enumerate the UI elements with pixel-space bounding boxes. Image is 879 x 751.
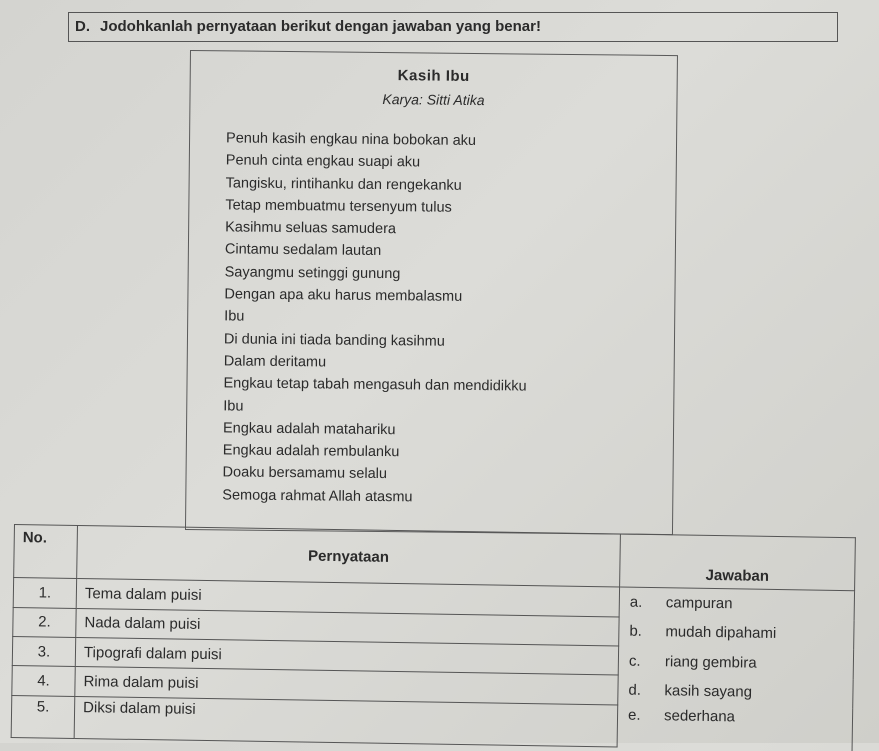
poem-line: Sayangmu setinggi gunung xyxy=(224,264,401,282)
poem-line: Ibu xyxy=(224,308,245,325)
answer-letter: c. xyxy=(628,652,641,670)
answer-letter: a. xyxy=(629,593,643,612)
answer-option xyxy=(618,646,853,679)
poem-line: Dengan apa aku harus membalasmu xyxy=(224,286,463,305)
row-number: 2. xyxy=(13,607,76,637)
poem-line: Dalam deritamu xyxy=(223,353,327,371)
instruction-text: Jodohkanlah pernyataan berikut dengan jawaban yang benar! xyxy=(100,18,541,35)
poem-line: Tetap membuatmu tersenyum tulus xyxy=(225,197,452,216)
poem-lines xyxy=(222,127,529,509)
header-answer: Jawaban xyxy=(620,534,856,591)
row-statement: Nada dalam puisi xyxy=(76,608,619,646)
poem-line: Di dunia ini tiada banding kasihmu xyxy=(223,331,445,350)
header-statement: Pernyataan xyxy=(77,525,621,587)
poem-line: Ibu xyxy=(223,397,244,415)
poem-line: Engkau adalah matahariku xyxy=(222,420,396,439)
row-statement: Diksi dalam puisi xyxy=(74,696,618,747)
answer-text: sederhana xyxy=(663,707,736,726)
poem-line: Engkau adalah rembulanku xyxy=(222,442,400,461)
row-number: 5. xyxy=(11,695,75,738)
poem-box xyxy=(185,50,678,535)
answer-text: riang gembira xyxy=(664,652,757,672)
poem-line: Doaku bersamamu selalu xyxy=(222,464,388,483)
section-number: D. xyxy=(75,18,90,35)
poem-title: Kasih Ibu xyxy=(397,67,470,85)
poem-author: Karya: Sitti Atika xyxy=(382,91,485,109)
poem-line: Cintamu sedalam lautan xyxy=(224,241,382,260)
poem-line: Semoga rahmat Allah atasmu xyxy=(222,487,413,506)
row-number: 3. xyxy=(12,636,75,666)
row-statement: Rima dalam puisi xyxy=(75,667,618,705)
row-number: 4. xyxy=(12,666,75,696)
answer-letter: e. xyxy=(627,706,641,724)
answer-option xyxy=(619,587,854,620)
answer-option xyxy=(617,705,853,751)
row-number: 1. xyxy=(13,578,76,608)
row-statement: Tipografi dalam puisi xyxy=(75,637,618,675)
answer-option xyxy=(619,617,854,650)
answer-option xyxy=(618,675,853,708)
header-no: No. xyxy=(14,525,78,579)
answer-text: campuran xyxy=(665,594,733,613)
poem-line: Penuh kasih engkau nina bobokan aku xyxy=(225,130,477,149)
poem-line: Penuh cinta engkau suapi aku xyxy=(225,152,421,171)
poem-line: Engkau tetap tabah mengasuh dan mendidikku xyxy=(223,375,527,395)
row-statement: Tema dalam puisi xyxy=(76,579,619,617)
instruction-box xyxy=(68,12,838,42)
answer-text: kasih sayang xyxy=(664,682,753,701)
matching-table xyxy=(11,524,856,751)
answer-letter: b. xyxy=(629,622,643,641)
answer-text: mudah dipahami xyxy=(665,623,777,643)
poem-line: Kasihmu seluas samudera xyxy=(225,219,397,238)
answer-letter: d. xyxy=(628,681,642,699)
poem-line: Tangisku, rintihanku dan rengekanku xyxy=(225,174,462,194)
